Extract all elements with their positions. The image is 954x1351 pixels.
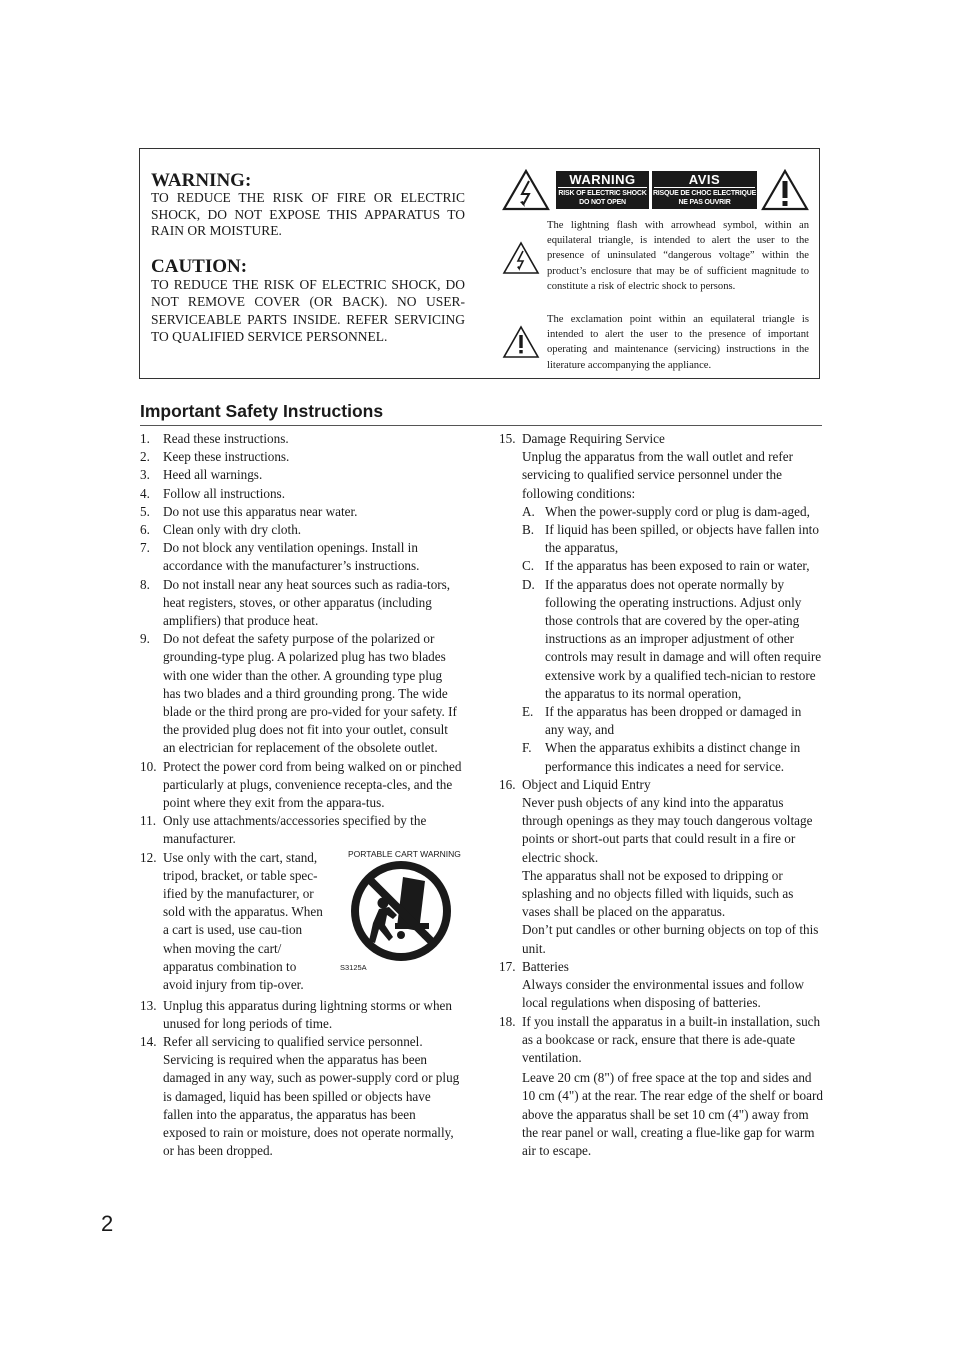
label-avis-title: AVIS [654,171,755,188]
list-item [140,1033,462,1160]
page-number: 2 [101,1211,114,1236]
symbol-panel [502,169,812,374]
item-text: Use only with the cart, stand, tripod, bracket, or table spec-ified by the manufacturer, or sold with the apparatus. When a cart is used, use cau-tion when moving the cart/ apparatus combination to avoid injury from tip-over. [163,849,323,993]
item-text: Protect the power cord from being walked on or pinched particularly at plugs, convenience recepta-cles, and the point where they exit from the appara-tus. [163,758,462,811]
sub-item [522,576,823,703]
item-text: Refer all servicing to qualified service personnel. Servicing is required when the apparatus has been damaged in any way, such as power-supply cord or plug is damaged, liquid has been spilled or objects have fallen into the apparatus, the apparatus has been exposed to rain or moisture, does not operate normally, or has been dropped. [163,1034,460,1159]
cart-figure-code: S3125A [340,962,367,972]
list-item [140,758,462,813]
warning-caution-text [151,171,465,346]
item-text: Leave 20 cm (8") of free space at the top and sides and 10 cm (4") at the rear. The rear edge of the shelf or board above the apparatus shall be set 10 cm (4") away from the rear panel or wall, creating a flue-like gap for warm air to escape. [522,1070,823,1158]
item-number: 6. [140,522,150,538]
caution-heading: CAUTION: [151,255,248,277]
item-text: Keep these instructions. [163,449,290,465]
item-text: Follow all instructions. [163,485,285,501]
item-number: 7. [140,540,150,556]
sub-letter: D. [522,576,535,592]
warning-text: TO REDUCE THE RISK OF FIRE OR ELECTRIC SHOCK, DO NOT EXPOSE THIS APPARATUS TO RAIN OR MOISTURE. [151,190,465,238]
portable-cart-warning-figure [340,845,466,977]
item-number: 14. [140,1034,157,1050]
lightning-triangle-icon [502,169,550,211]
sub-letter: B. [522,522,535,538]
sub-text: If the apparatus does not operate normally by following the operating instructions. Adjust only those controls that are covered by the oper-ating instructions as an improper adjustment of other controls may result in damage and will often require extensive work by a qualified tech-nician to restore the apparatus to its normal operation, [545,576,822,701]
list-item [140,630,462,757]
list-item [140,503,462,521]
item-text: Heed all warnings. [163,467,263,483]
sub-item [522,703,823,739]
item-number: 1. [140,431,150,446]
sub-text: If the apparatus has been dropped or damaged in any way, and [545,704,802,738]
sub-letter: C. [522,558,535,574]
list-item [140,448,462,466]
sub-item [522,739,823,775]
item-text: Only use attachments/accessories specified by the manufacturer. [163,813,427,847]
exclamation-small-icon [502,325,540,359]
sub-letter: E. [522,704,534,720]
item-number: 2. [140,449,150,465]
instructions-right-column [499,430,823,1160]
section-title: Important Safety Instructions [140,401,384,421]
instructions-left-column [140,430,462,1161]
list-item [140,576,462,631]
sub-letter: A. [522,503,535,519]
cart-figure-caption: PORTABLE CART WARNING [348,848,461,859]
section-rule [140,425,822,426]
sub-letter: F. [522,740,532,756]
label-warning-line2: DO NOT OPEN [579,199,626,206]
item-number: 12. [140,849,157,865]
item-text: Unplug this apparatus during lightning storms or when unused for long periods of time. [163,997,452,1031]
warning-heading: WARNING: [151,170,252,191]
list-item-object-entry [499,776,823,958]
item-number: 16. [499,776,516,792]
sub-item [522,557,823,575]
item-text: Read these instructions. [163,431,289,446]
list-item [140,466,462,484]
item-text: Unplug the apparatus from the wall outlet and refer servicing to qualified service personnel under the following conditions: [522,449,793,501]
item-number: 5. [140,503,150,519]
list-item-damage [499,430,823,776]
item-text: Clean only with dry cloth. [163,522,302,538]
item-number: 8. [140,576,150,592]
item-number: 17. [499,958,516,974]
item-number: 9. [140,631,150,647]
caution-text: TO REDUCE THE RISK OF ELECTRIC SHOCK, DO NOT REMOVE COVER (OR BACK). NO USER-SERVICEABLE PARTS INSIDE. REFER SERVICING TO QUALIFIED SERVICE PERSONNEL. [151,276,465,344]
item-number: 15. [499,431,516,446]
item-text: If you install the apparatus in a built-in installation, such as a bookcase or rack, ensure that there is ade-quate ventilation. [522,1013,821,1065]
item-title: Object and Liquid Entry [522,776,651,792]
cart-tipover-icon [349,859,453,963]
item-number: 18. [499,1013,516,1029]
sub-item [522,521,823,557]
item-title: Damage Requiring Service [522,431,665,446]
warning-box [139,148,820,379]
list-item [140,430,462,448]
list-item [140,521,462,539]
list-item-ventilation [499,1013,823,1161]
item-text: Do not defeat the safety purpose of the polarized or grounding-type plug. A polarized plug has two blades with one wider than the other. A grounding type plug has two blades and a third grounding prong. The wide blade or the third prong are pro-vided for your safety. If the provided plug does not fit into your outlet, consult an electrician for replacement of the obsolete outlet. [163,631,457,756]
item-number: 3. [140,467,150,483]
item-number: 10. [140,758,157,774]
label-warning-line1: RISK OF ELECTRIC SHOCK [558,190,647,197]
list-item [140,997,462,1033]
item-number: 4. [140,485,150,501]
item-number: 13. [140,997,157,1013]
item-title: Batteries [522,958,569,974]
label-avis-line2: NE PAS OUVRIR [678,199,731,206]
label-avis-line1: RISQUE DE CHOC ELECTRIQUE [652,190,757,197]
lightning-explanation-text: The lightning flash with arrowhead symbol, within an equilateral triangle, is intended to alert the user to the presence of uninsulated “dangerous voltage” within the product’s enclosure that may be of sufficient magnitude to constitute a risk of electric shock to persons. [547,220,809,292]
list-item [140,485,462,503]
item-text: Do not use this apparatus near water. [163,503,358,519]
lightning-small-icon [502,241,540,275]
sub-text: When the apparatus exhibits a distinct change in performance this indicates a need for service. [545,740,801,774]
sub-text: When the power-supply cord or plug is dam-aged, [545,503,810,519]
item-text: Do not block any ventilation openings. Install in accordance with the manufacturer’s instructions. [163,540,420,574]
item-text: The apparatus shall not be exposed to dripping or splashing and no objects filled with liquids, such as vases shall be placed on the apparatus. [522,867,794,920]
list-item [140,812,462,848]
sub-text: If liquid has been spilled, or objects have fallen into the apparatus, [545,522,819,556]
exclamation-explanation-text: The exclamation point within an equilateral triangle is intended to alert the user to the presence of important operating and maintenance (servicing) instructions in the literature accompanying the appliance. [547,314,809,371]
list-item-cart [140,849,462,997]
item-text: Always consider the environmental issues and follow local regulations when disposing of batteries. [522,977,805,1011]
exclamation-triangle-icon [761,169,809,211]
sub-item [522,503,823,521]
label-warning-title: WARNING [558,171,647,188]
item-number: 11. [140,813,156,829]
list-item [140,539,462,575]
sub-text: If the apparatus has been exposed to rain or water, [545,558,810,574]
item-text: Never push objects of any kind into the apparatus through openings as they may touch dangerous voltage points or short-out parts that could result in a fire or electric shock. [522,795,813,865]
item-text: Do not install near any heat sources such as radia-tors, heat registers, stoves, or other apparatus (including amplifiers) that produce heat. [163,576,451,629]
item-text: Don’t put candles or other burning objects on top of this unit. [522,922,819,956]
label-warning [556,171,649,209]
list-item-batteries [499,958,823,1013]
label-avis [652,171,757,209]
